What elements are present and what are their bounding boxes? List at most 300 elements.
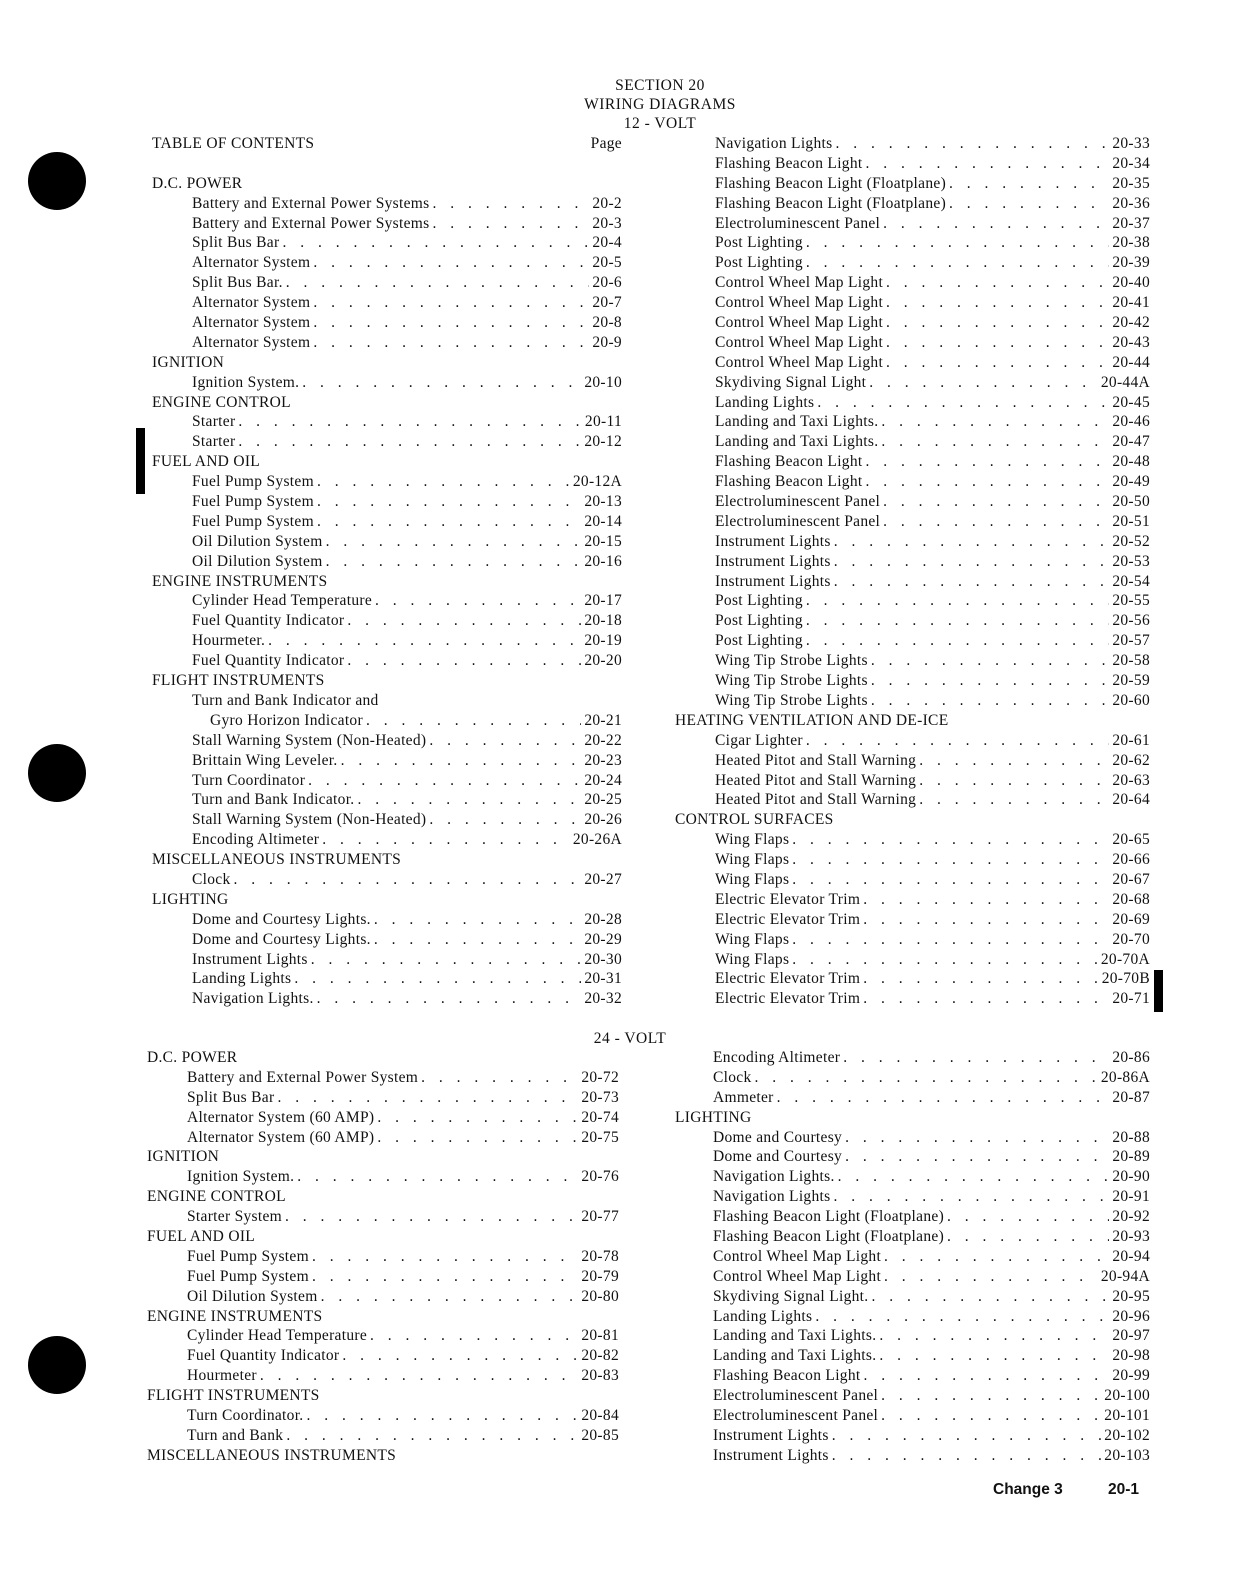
toc-entry [152, 492, 622, 512]
dot-leader [286, 273, 590, 293]
dot-leader [834, 552, 1110, 572]
dot-leader [947, 1207, 1109, 1227]
toc-entry-page: 20-69 [1112, 910, 1150, 928]
toc-entry-title: Electric Elevator Trim [715, 910, 861, 928]
toc-entry-page: 20-59 [1112, 672, 1150, 690]
toc-entry-page: 20-82 [581, 1347, 619, 1365]
toc-entry-title: Encoding Altimeter [192, 831, 320, 849]
dot-leader [792, 830, 1109, 850]
toc-entry [675, 890, 1150, 910]
dot-leader [815, 1307, 1109, 1327]
toc-entry-page: 20-76 [581, 1168, 619, 1186]
toc-entry-title: Turn Coordinator. [187, 1407, 304, 1425]
dot-leader [374, 910, 581, 930]
toc-entry [675, 512, 1150, 532]
toc-entry [675, 771, 1150, 791]
toc-label: TABLE OF CONTENTS [152, 135, 315, 152]
toc-entry [675, 830, 1150, 850]
toc-category: MISCELLANEOUS INSTRUMENTS [147, 1446, 397, 1464]
toc-entry-page: 20-45 [1112, 393, 1150, 411]
dot-leader [260, 1366, 578, 1386]
dot-leader [886, 333, 1109, 353]
toc-entry [675, 1227, 1150, 1247]
toc-entry-page: 20-18 [584, 612, 622, 630]
toc-entry-title: Landing Lights [713, 1307, 813, 1325]
toc-entry-page: 20-81 [581, 1327, 619, 1345]
toc-entry [675, 631, 1150, 651]
toc-entry-page: 20-63 [1112, 771, 1150, 789]
toc-entry [152, 591, 622, 611]
dot-leader [834, 532, 1110, 552]
toc-entry-page: 20-70B [1101, 970, 1150, 988]
dot-leader [919, 751, 1109, 771]
dot-leader [313, 293, 589, 313]
toc-entry [675, 1068, 1150, 1088]
toc-entry-page: 20-86 [1112, 1049, 1150, 1066]
toc-entry-title: Fuel Pump System [192, 512, 314, 530]
dot-leader [429, 731, 581, 751]
toc-category: ENGINE CONTROL [147, 1188, 286, 1206]
toc-entry [675, 1048, 1150, 1068]
toc-entry [152, 651, 622, 671]
toc-entry [675, 492, 1150, 512]
toc-entry [675, 412, 1150, 432]
toc-category: D.C. POWER [147, 1049, 238, 1066]
toc-entry-page: 20-26 [584, 811, 622, 829]
toc-entry-title: Dome and Courtesy [713, 1128, 843, 1146]
toc-entry-title: Electroluminescent Panel [715, 512, 881, 530]
toc-entry-page: 20-34 [1112, 154, 1150, 172]
toc-entry-title: Battery and External Power Systems [192, 214, 430, 232]
toc-entry [675, 273, 1150, 293]
toc-entry [152, 293, 622, 313]
toc-entry [675, 1207, 1150, 1227]
dot-leader [370, 1326, 578, 1346]
toc-entry [152, 790, 622, 810]
toc-entry-page: 20-39 [1112, 254, 1150, 272]
toc-entry-title: Wing Flaps [715, 851, 790, 869]
toc-entry [675, 1346, 1150, 1366]
dot-leader [433, 214, 590, 234]
toc-entry-title: Fuel Pump System [192, 473, 314, 491]
toc-entry-page: 20-71 [1112, 990, 1150, 1008]
toc-entry [152, 373, 622, 393]
dot-leader [322, 830, 570, 850]
toc-24v-right [675, 1048, 1150, 1466]
toc-entry [675, 532, 1150, 552]
dot-leader [277, 1088, 578, 1108]
toc-entry-title: Landing and Taxi Lights. [715, 413, 879, 431]
toc-category: IGNITION [152, 353, 225, 371]
toc-category: HEATING VENTILATION AND DE-ICE [675, 711, 949, 729]
toc-entry [147, 1366, 619, 1386]
toc-entry [147, 1426, 619, 1446]
toc-entry-page: 20-83 [581, 1367, 619, 1385]
toc-entry-page: 20-56 [1112, 612, 1150, 630]
dot-leader [881, 432, 1109, 452]
toc-entry [675, 572, 1150, 592]
dot-leader [869, 373, 1098, 393]
toc-entry [152, 969, 622, 989]
dot-leader [866, 472, 1110, 492]
dot-leader [234, 870, 582, 890]
dot-leader [347, 651, 581, 671]
toc-entry-title: Control Wheel Map Light [715, 353, 884, 371]
toc-entry-title: Oil Dilution System [192, 532, 323, 550]
toc-entry [152, 810, 622, 830]
toc-entry-page: 20-38 [1112, 234, 1150, 252]
toc-entry-page: 20-6 [592, 274, 622, 292]
toc-entry-page: 20-62 [1112, 751, 1150, 769]
toc-entry-title: Flashing Beacon Light [715, 473, 863, 491]
toc-entry-title: Stall Warning System (Non-Heated) [192, 731, 427, 749]
toc-entry-title: Clock [713, 1068, 752, 1086]
toc-entry-page: 20-103 [1104, 1446, 1150, 1464]
toc-entry-title: Cylinder Head Temperature [187, 1327, 368, 1345]
toc-entry [152, 253, 622, 273]
toc-entry-title: Gyro Horizon Indicator [210, 711, 363, 729]
toc-entry-page: 20-9 [592, 333, 622, 351]
footer-page-number: 20-1 [1108, 1481, 1140, 1498]
toc-entry [147, 1088, 619, 1108]
dot-leader [863, 890, 1109, 910]
toc-entry [152, 333, 622, 353]
toc-entry-page: 20-96 [1112, 1307, 1150, 1325]
footer-change: Change 3 [993, 1481, 1063, 1498]
toc-entry [147, 1247, 619, 1267]
toc-entry [152, 233, 622, 253]
toc-entry-page: 20-58 [1112, 652, 1150, 670]
toc-entry [152, 552, 622, 572]
toc-entry [675, 790, 1150, 810]
toc-entry-title: Fuel Quantity Indicator [192, 612, 345, 630]
toc-entry-page: 20-75 [581, 1128, 619, 1146]
toc-entry-title: Cylinder Head Temperature [192, 592, 373, 610]
toc-entry-page: 20-89 [1112, 1148, 1150, 1166]
dot-leader [919, 771, 1109, 791]
toc-entry [675, 1386, 1150, 1406]
dot-leader [792, 870, 1109, 890]
toc-entry [675, 1167, 1150, 1187]
toc-category: CONTROL SURFACES [675, 811, 834, 829]
toc-entry-continued: Turn and Bank Indicator and [192, 691, 379, 709]
dot-leader [947, 1227, 1109, 1247]
dot-leader [871, 651, 1110, 671]
toc-entry [675, 651, 1150, 671]
toc-list [147, 1048, 619, 1466]
toc-entry-page: 20-24 [584, 771, 622, 789]
toc-entry-title: Post Lighting [715, 234, 803, 252]
dot-leader [871, 671, 1110, 691]
toc-entry-title: Alternator System (60 AMP) [187, 1128, 375, 1146]
toc-entry-title: Navigation Lights [715, 135, 833, 152]
toc-entry-page: 20-7 [592, 294, 622, 312]
toc-entry-page: 20-93 [1112, 1228, 1150, 1246]
toc-list [675, 134, 1150, 1009]
toc-entry-title: Flashing Beacon Light (Floatplane) [715, 194, 947, 212]
toc-category: LIGHTING [152, 890, 229, 908]
toc-entry-title: Fuel Pump System [192, 493, 314, 511]
toc-entry-page: 20-15 [584, 532, 622, 550]
dot-leader [919, 790, 1109, 810]
toc-entry [147, 1108, 619, 1128]
toc-entry-title: Electric Elevator Trim [715, 990, 861, 1008]
toc-entry-page: 20-28 [584, 910, 622, 928]
toc-entry-page: 20-4 [592, 234, 622, 252]
dot-leader [806, 731, 1109, 751]
toc-entry [675, 969, 1150, 989]
toc-entry-title: Wing Tip Strobe Lights [715, 691, 868, 709]
toc-entry [675, 154, 1150, 174]
dot-leader [949, 194, 1109, 214]
toc-entry-title: Turn Coordinator [192, 771, 306, 789]
toc-entry [152, 751, 622, 771]
toc-entry-page: 20-36 [1112, 194, 1150, 212]
dot-leader [297, 1167, 578, 1187]
toc-entry-title: Starter System [187, 1208, 283, 1226]
toc-entry [675, 333, 1150, 353]
dot-leader [308, 771, 581, 791]
toc-entry-title: Instrument Lights [713, 1426, 829, 1444]
toc-entry-title: Clock [192, 870, 231, 888]
toc-entry-page: 20-68 [1112, 890, 1150, 908]
toc-entry-page: 20-95 [1112, 1287, 1150, 1305]
toc-entry-page: 20-8 [592, 314, 622, 332]
dot-leader [286, 1426, 578, 1446]
dot-leader [312, 1247, 578, 1267]
toc-entry-page: 20-60 [1112, 691, 1150, 709]
toc-entry [675, 373, 1150, 393]
toc-entry-title: Cigar Lighter [715, 731, 803, 749]
toc-entry-page: 20-51 [1112, 512, 1150, 530]
toc-entry-title: Flashing Beacon Light [715, 453, 863, 471]
dot-leader [863, 910, 1109, 930]
toc-entry-page: 20-22 [584, 731, 622, 749]
toc-entry-page: 20-16 [584, 552, 622, 570]
toc-entry-page: 20-50 [1112, 493, 1150, 511]
toc-entry-title: Ignition System. [187, 1168, 295, 1186]
toc-entry [675, 552, 1150, 572]
dot-leader [879, 1346, 1109, 1366]
toc-entry-page: 20-55 [1112, 592, 1150, 610]
dot-leader [883, 214, 1109, 234]
toc-entry [675, 910, 1150, 930]
toc-entry [147, 1267, 619, 1287]
toc-entry-page: 20-91 [1112, 1188, 1150, 1206]
toc-entry [675, 233, 1150, 253]
toc-entry [675, 1267, 1150, 1287]
toc-entry [147, 1406, 619, 1426]
section-number: SECTION 20 [615, 77, 705, 94]
dot-leader [881, 1386, 1101, 1406]
toc-entry-page: 20-13 [584, 493, 622, 511]
toc-entry-title: Oil Dilution System [187, 1287, 318, 1305]
change-bar-left [136, 428, 145, 494]
dot-leader [881, 412, 1109, 432]
toc-entry-page: 20-94 [1112, 1247, 1150, 1265]
toc-entry [675, 214, 1150, 234]
toc-entry-title: Dome and Courtesy Lights. [192, 910, 371, 928]
dot-leader [792, 950, 1098, 970]
dot-leader [374, 930, 581, 950]
toc-entry-title: Fuel Quantity Indicator [187, 1347, 340, 1365]
toc-entry-title: Encoding Altimeter [713, 1049, 841, 1066]
toc-entry-page: 20-61 [1112, 731, 1150, 749]
toc-entry-title: Flashing Beacon Light (Floatplane) [713, 1208, 945, 1226]
toc-entry [152, 532, 622, 552]
toc-entry [675, 253, 1150, 273]
toc-entry-title: Instrument Lights [715, 552, 831, 570]
toc-entry [675, 751, 1150, 771]
toc-entry-title: Oil Dilution System [192, 552, 323, 570]
toc-entry-page: 20-5 [592, 254, 622, 272]
dot-leader [879, 1326, 1109, 1346]
toc-entry [675, 691, 1150, 711]
toc-24v-left [147, 1048, 619, 1466]
toc-entry-title: Dome and Courtesy Lights. [192, 930, 371, 948]
dot-leader [881, 1406, 1101, 1426]
toc-entry-title: Alternator System (60 AMP) [187, 1108, 375, 1126]
toc-entry [675, 731, 1150, 751]
toc-entry-title: Dome and Courtesy [713, 1148, 843, 1166]
toc-entry-page: 20-10 [584, 373, 622, 391]
toc-entry-title: Starter [192, 433, 236, 451]
toc-entry-page: 20-11 [584, 413, 622, 431]
toc-entry-page: 20-33 [1112, 135, 1150, 152]
dot-leader [341, 751, 582, 771]
toc-entry-page: 20-25 [584, 791, 622, 809]
toc-entry-page: 20-48 [1112, 453, 1150, 471]
toc-entry-page: 20-26A [572, 831, 622, 849]
toc-category: FLIGHT INSTRUMENTS [147, 1387, 320, 1405]
dot-leader [321, 1287, 579, 1307]
toc-entry-page: 20-14 [584, 512, 622, 530]
toc-entry-page: 20-90 [1112, 1168, 1150, 1186]
toc-entry [675, 1326, 1150, 1346]
toc-entry-page: 20-88 [1112, 1128, 1150, 1146]
toc-entry-page: 20-102 [1104, 1426, 1150, 1444]
dot-leader [866, 154, 1110, 174]
dot-leader [817, 393, 1109, 413]
toc-category: ENGINE CONTROL [152, 393, 291, 411]
dot-leader [377, 1108, 578, 1128]
toc-12v-left [152, 134, 622, 1009]
toc-entry-title: Brittain Wing Leveler. [192, 751, 338, 769]
dot-leader [832, 1426, 1102, 1446]
toc-entry-title: Electroluminescent Panel [715, 214, 881, 232]
dot-leader [832, 1446, 1102, 1466]
toc-entry [152, 771, 622, 791]
dot-leader [317, 512, 581, 532]
toc-list [152, 174, 622, 1009]
section-title: WIRING DIAGRAMS [584, 96, 736, 113]
toc-entry-page: 20-64 [1112, 791, 1150, 809]
toc-entry [152, 472, 622, 492]
toc-entry [675, 989, 1150, 1009]
toc-entry [152, 273, 622, 293]
toc-entry [675, 611, 1150, 631]
toc-entry-title: Hourmeter [187, 1367, 257, 1385]
toc-entry-title: Alternator System [192, 254, 311, 272]
toc-entry-page: 20-85 [581, 1426, 619, 1444]
toc-entry-page: 20-99 [1112, 1367, 1150, 1385]
toc-entry [147, 1068, 619, 1088]
toc-entry-title: Turn and Bank [187, 1426, 284, 1444]
toc-entry [675, 671, 1150, 691]
toc-entry [147, 1207, 619, 1227]
toc-entry-page: 20-70 [1112, 930, 1150, 948]
dot-leader [366, 711, 581, 731]
toc-category: FUEL AND OIL [152, 453, 261, 471]
toc-entry-title: Landing and Taxi Lights. [713, 1327, 877, 1345]
dot-leader [833, 1187, 1109, 1207]
toc-entry-title: Wing Flaps [715, 870, 790, 888]
toc-entry-page: 20-32 [584, 990, 622, 1008]
toc-entry [675, 1147, 1150, 1167]
toc-category: IGNITION [147, 1148, 220, 1166]
toc-category: ENGINE INSTRUMENTS [147, 1307, 323, 1325]
toc-entry [147, 1346, 619, 1366]
toc-entry-page: 20-65 [1112, 831, 1150, 849]
toc-header-row [152, 134, 622, 154]
dot-leader [357, 790, 581, 810]
toc-entry-title: Electroluminescent Panel [713, 1387, 879, 1405]
toc-entry-title: Control Wheel Map Light [715, 274, 884, 292]
toc-entry [152, 711, 622, 731]
toc-entry [675, 432, 1150, 452]
change-bar-right [1154, 970, 1163, 1012]
toc-entry-page: 20-37 [1112, 214, 1150, 232]
toc-entry-title: Control Wheel Map Light [713, 1247, 882, 1265]
dot-leader [863, 989, 1109, 1009]
dot-leader [342, 1346, 578, 1366]
toc-entry-page: 20-80 [581, 1287, 619, 1305]
toc-entry [152, 412, 622, 432]
dot-leader [886, 313, 1109, 333]
toc-entry [675, 1406, 1150, 1426]
toc-entry [675, 313, 1150, 333]
toc-entry-title: Instrument Lights [715, 532, 831, 550]
toc-entry [152, 989, 622, 1009]
toc-entry-title: Wing Tip Strobe Lights [715, 652, 868, 670]
toc-list [675, 1048, 1150, 1466]
toc-entry-title: Heated Pitot and Stall Warning [715, 771, 917, 789]
toc-entry-title: Post Lighting [715, 592, 803, 610]
toc-entry-page: 20-101 [1104, 1407, 1150, 1425]
toc-entry-title: Instrument Lights [713, 1446, 829, 1464]
toc-entry-title: Alternator System [192, 333, 311, 351]
toc-entry-page: 20-31 [584, 970, 622, 988]
toc-entry-page: 20-72 [581, 1068, 619, 1086]
toc-12v-right [675, 134, 1150, 1009]
toc-entry-title: Wing Flaps [715, 950, 790, 968]
toc-category: FUEL AND OIL [147, 1228, 256, 1246]
toc-entry-title: Split Bus Bar [187, 1088, 275, 1106]
toc-entry-page: 20-98 [1112, 1347, 1150, 1365]
toc-entry-page: 20-73 [581, 1088, 619, 1106]
toc-entry-page: 20-20 [584, 652, 622, 670]
toc-category: ENGINE INSTRUMENTS [152, 572, 328, 590]
dot-leader [285, 1207, 578, 1227]
toc-entry-page: 20-3 [592, 214, 622, 232]
dot-leader [375, 591, 581, 611]
toc-entry-title: Hourmeter. [192, 632, 266, 650]
toc-entry-title: Split Bus Bar [192, 234, 280, 252]
toc-entry-title: Post Lighting [715, 612, 803, 630]
toc-entry [675, 452, 1150, 472]
toc-entry-title: Navigation Lights [713, 1188, 831, 1206]
toc-entry-title: Control Wheel Map Light [713, 1267, 882, 1285]
